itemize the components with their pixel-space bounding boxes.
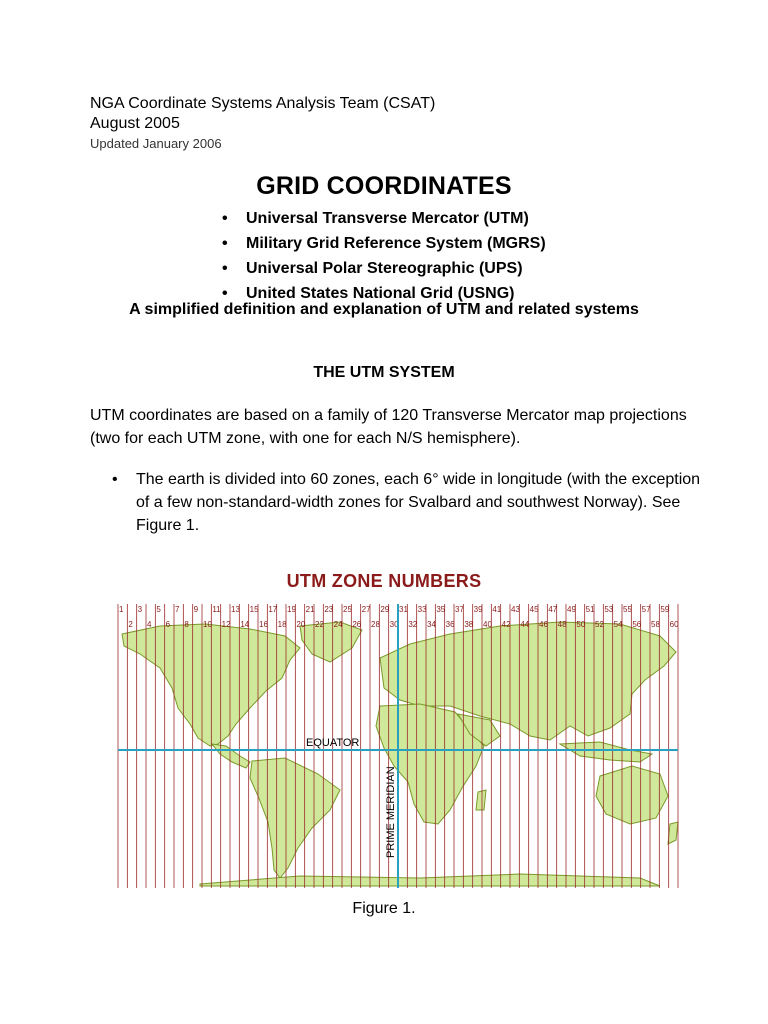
zone-number-label: 51	[585, 605, 595, 614]
zone-number-label: 21	[305, 605, 315, 614]
zone-number-label: 41	[492, 605, 502, 614]
zone-number-label: 36	[445, 620, 455, 629]
antarctica-shape	[200, 874, 660, 886]
zone-number-label: 25	[343, 605, 352, 614]
document-subtitle: A simplified definition and explanation of UTM and related systems	[129, 301, 639, 318]
zone-number-label: 10	[203, 620, 212, 629]
zone-number-label: 7	[175, 605, 180, 614]
zone-number-label: 44	[520, 620, 530, 629]
zone-number-label: 26	[352, 620, 362, 629]
zone-number-label: 22	[315, 620, 324, 629]
central-america-shape	[212, 744, 250, 768]
zone-number-label: 16	[259, 620, 268, 629]
zone-number-label: 13	[231, 605, 240, 614]
zone-number-label: 14	[240, 620, 250, 629]
zone-number-label: 58	[651, 620, 660, 629]
zone-number-label: 19	[287, 605, 296, 614]
zone-number-label: 45	[529, 605, 539, 614]
zone-number-label: 15	[249, 605, 259, 614]
zone-number-label: 48	[557, 620, 567, 629]
zone-number-label: 18	[277, 620, 287, 629]
zone-number-label: 27	[361, 605, 371, 614]
zone-number-label: 20	[296, 620, 306, 629]
figure-title: UTM ZONE NUMBERS	[286, 571, 482, 591]
zones-bullet: • The earth is divided into 60 zones, each 6° wide in longitude (with the exception of a few non-standard-width zones for Svalbard and southwest Norway). See Figure 1.	[112, 468, 712, 537]
document-date: August 2005	[90, 115, 180, 132]
zone-number-label: 3	[137, 605, 143, 614]
zone-number-label: 32	[408, 620, 418, 629]
zone-number-label: 38	[464, 620, 474, 629]
australia-shape	[596, 766, 668, 824]
intro-paragraph: UTM coordinates are based on a family of 120 Transverse Mercator map projections (two for each UTM zone, with one for each N/S hemisphere).	[90, 407, 687, 447]
zone-number-label: 33	[417, 605, 427, 614]
prime-meridian-label: PRIME MERIDIAN	[385, 766, 397, 858]
zone-number-label: 8	[184, 620, 189, 629]
zone-number-label: 2	[128, 620, 133, 629]
land-masses	[122, 622, 678, 886]
new-zealand-shape	[668, 822, 678, 844]
indonesia-shape	[560, 742, 652, 762]
zone-number-label: 42	[501, 620, 511, 629]
zone-number-label: 47	[548, 605, 558, 614]
zone-number-label: 23	[324, 605, 334, 614]
author-org: NGA Coordinate Systems Analysis Team (CSAT)	[90, 95, 436, 112]
systems-list	[222, 206, 546, 306]
equator-label: EQUATOR	[306, 737, 360, 749]
zone-number-label: 29	[380, 605, 390, 614]
figure-caption: Figure 1.	[352, 900, 416, 917]
zone-number-label: 34	[427, 620, 436, 629]
utm-zone-map	[0, 596, 768, 896]
zone-number-label: 40	[483, 620, 492, 629]
zone-number-label: 31	[399, 605, 408, 614]
zone-number-label: 49	[567, 605, 576, 614]
zone-number-label: 46	[539, 620, 548, 629]
section-heading: THE UTM SYSTEM	[313, 364, 455, 381]
zone-number-label: 39	[473, 605, 483, 614]
zone-number-label: 56	[632, 620, 642, 629]
zone-number-label: 4	[147, 620, 152, 629]
zone-number-label: 43	[511, 605, 520, 614]
zone-number-label: 30	[389, 620, 399, 629]
system-item-mgrs: • Military Grid Reference System (MGRS)	[222, 231, 546, 256]
zone-labels	[119, 605, 679, 629]
zone-number-label: 60	[669, 620, 679, 629]
zone-number-label: 28	[371, 620, 380, 629]
zone-number-label: 50	[576, 620, 586, 629]
zone-number-label: 59	[660, 605, 670, 614]
zone-number-label: 24	[333, 620, 343, 629]
zone-number-label: 6	[165, 620, 171, 629]
zone-number-label: 52	[595, 620, 604, 629]
document-title: GRID COORDINATES	[256, 172, 512, 200]
system-item-ups: • Universal Polar Stereographic (UPS)	[222, 256, 546, 281]
zone-number-label: 55	[623, 605, 632, 614]
zone-number-label: 53	[604, 605, 614, 614]
system-item-usng: • United States National Grid (USNG)	[222, 281, 546, 306]
zone-number-label: 54	[613, 620, 623, 629]
zone-number-label: 1	[119, 605, 124, 614]
zone-number-label: 9	[193, 605, 199, 614]
zone-number-label: 57	[641, 605, 651, 614]
zone-number-label: 5	[156, 605, 161, 614]
updated-date: Updated January 2006	[90, 136, 222, 151]
zone-number-label: 12	[221, 620, 231, 629]
system-item-utm: • Universal Transverse Mercator (UTM)	[222, 206, 546, 231]
zone-number-label: 35	[436, 605, 446, 614]
zone-number-label: 17	[268, 605, 278, 614]
zone-number-label: 11	[212, 605, 221, 614]
zone-number-label: 37	[455, 605, 464, 614]
madagascar-shape	[476, 790, 486, 810]
